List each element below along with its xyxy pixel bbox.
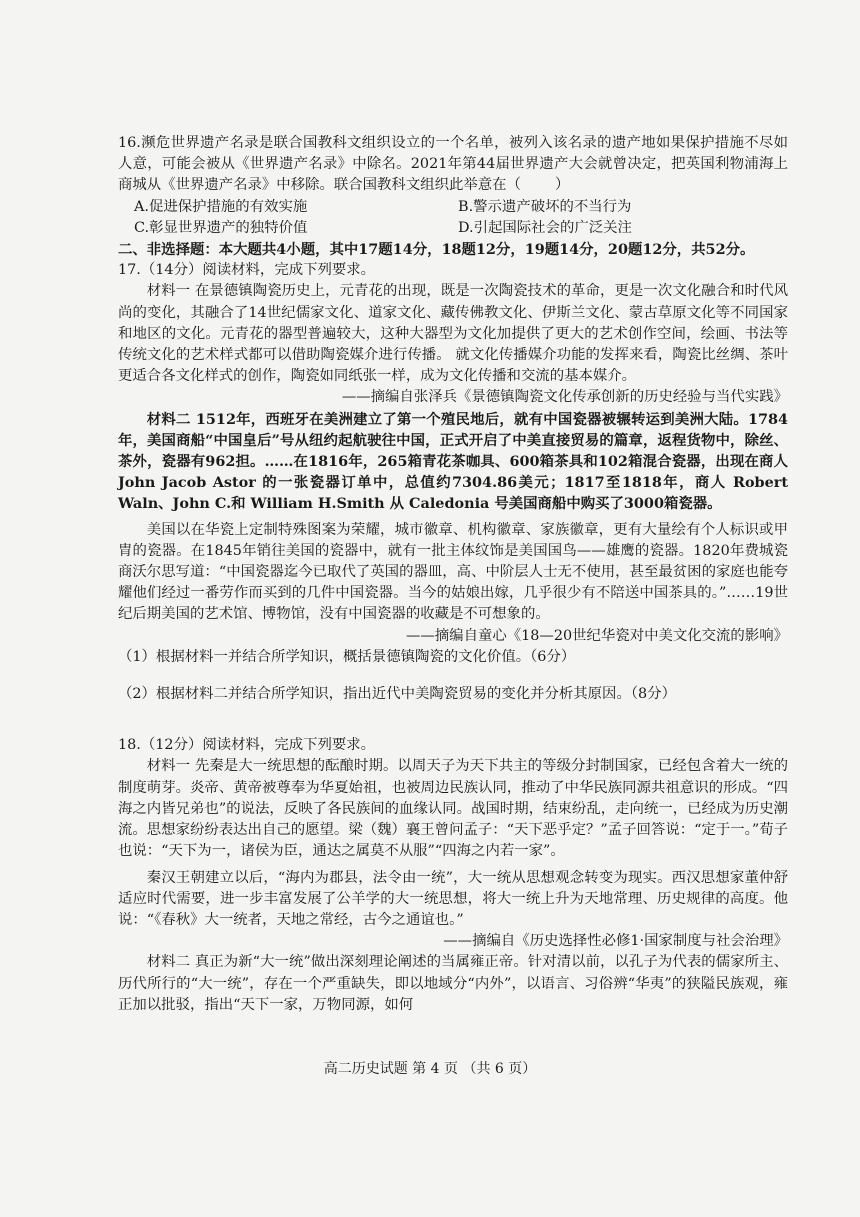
option-c: C.彰显世界遗产的独特价值 bbox=[134, 219, 308, 236]
q18-material-2: 材料二 真正为新“大一统”做出深刻理论阐述的当属雍正帝。针对清以前，以孔子为代表的儒家所主、历代所行的“大一统”，存在一个严重缺失，即以地域分“内外”，以语言、习俗辨“华夷”的狭隘民族观，雍正加以批驳，指出“天下一家，万物同源，如何 bbox=[118, 954, 788, 1013]
q18-material-1b: 秦汉王朝建立以后，“海内为郡县，法令由一统”，大一统从思想观念转变为现实。西汉思想家董仲舒适应时代需要，进一步丰富发展了公羊学的大一统思想，将大一统上升为天地常理、历史规律的高度。他说：“《春秋》大一统者，天地之常经，古今之通谊也。” bbox=[118, 869, 788, 928]
section-2-heading: 二、非选择题：本大题共4小题，其中17题14分，18题12分，19题14分，20题12分，共52分。 bbox=[118, 241, 755, 259]
page-content bbox=[118, 133, 788, 1016]
page-footer: 高二历史试题 第 4 页 （共 6 页） bbox=[323, 1061, 537, 1077]
q17-subquestion-1: （1）根据材料一并结合所学知识，概括景德镇陶瓷的文化价值。（6分） bbox=[118, 648, 576, 665]
q17-material-2a: 材料二 1512年，西班牙在美洲建立了第一个殖民地后，就有中国瓷器被辗转运到美洲大陆。1784年，美国商船“中国皇后”号从纽约起航驶往中国，正式开启了中美直接贸易的篇章，返程货物中，除丝、茶外，瓷器有962担。……在1816年，265箱青花茶咖具、600箱茶具和102箱混合瓷器，出现在商人 John Jacob Astor 的一张瓷器订单中，总值约7304.86美元；1817至1818年，商人 Robert Waln、John C.和 William H.Smith 从 Caledonia 号美国商船中购买了3000箱瓷器。 bbox=[118, 410, 788, 513]
q17-subquestion-2: （2）根据材料二并结合所学知识，指出近代中美陶瓷贸易的变化并分析其原因。（8分） bbox=[118, 686, 676, 703]
q18-source-1: ——摘编自《历史选择性必修1·国家制度与社会治理》 bbox=[443, 933, 788, 950]
q18-material-1a: 材料一 先秦是大一统思想的酝酿时期。以周天子为天下共主的等级分封制国家，已经包含着大一统的制度萌芽。炎帝、黄帝被尊奉为华夏始祖，也被周边民族认同，推动了中华民族同源共祖意识的形成。“四海之内皆兄弟也”的说法，反映了各民族间的血缘认同。战国时期，结束纷乱，走向统一，已经成为历史潮流。思想家纷纷表达出自己的愿望。梁（魏）襄王曾问孟子：“天下恶乎定？”孟子回答说：“定于一。”荀子也说：“天下为一，诸侯为臣，通达之属莫不从服”“四海之内若一家”。 bbox=[118, 758, 788, 860]
question-16-options bbox=[134, 197, 788, 239]
q17-material-2b: 美国以在华瓷上定制特殊图案为荣耀，城市徽章、机构徽章、家族徽章，更有大量绘有个人标识或甲胄的瓷器。在1845年销往美国的瓷器中，就有一批主体纹饰是美国国鸟——雄鹰的瓷器。1820年费城瓷商沃尔思写道：“中国瓷器迄今已取代了英国的器皿，高、中阶层人士无不使用，甚至最贫困的家庭也能夸耀他们经过一番劳作而买到的几件中国瓷器。当今的姑娘出嫁，几乎很少有不陪送中国茶具的。”……19世纪后期美国的艺术馆、博物馆，没有中国瓷器的收藏是不可想象的。 bbox=[118, 521, 788, 623]
option-b: B.警示遗产破坏的不当行为 bbox=[458, 198, 632, 215]
question-17-title: 17.（14分）阅读材料，完成下列要求。 bbox=[118, 262, 376, 279]
option-d: D.引起国际社会的广泛关注 bbox=[458, 219, 632, 236]
question-16-stem: 16.濒危世界遗产名录是联合国教科文组织设立的一个名单，被列入该名录的遗产地如果保护措施不尽如人意，可能会被从《世界遗产名录》中除名。2021年第44届世界遗产大会就曾决定，把英国利物浦海上商城从《世界遗产名录》中移除。联合国教科文组织此举意在（ ） bbox=[118, 135, 788, 194]
q17-material-1: 材料一 在景德镇陶瓷历史上，元青花的出现，既是一次陶瓷技术的革命，更是一次文化融合和时代风尚的变化，其融合了14世纪儒家文化、道家文化、藏传佛教文化、伊斯兰文化、蒙古草原文化等不同国家和地区的文化。元青花的器型普遍较大，这种大器型为文化加提供了更大的艺术创作空间，绘画、书法等传统文化的艺术样式都可以借助陶瓷媒介进行传播。 就文化传播媒介功能的发挥来看，陶瓷比丝绸、茶叶更适合各文化样式的创作，陶瓷如同纸张一样，成为文化传播和交流的基本媒介。 bbox=[118, 283, 788, 385]
q17-source-2: ——摘编自童心《18—20世纪华瓷对中美文化交流的影响》 bbox=[406, 627, 788, 644]
option-a: A.促进保护措施的有效实施 bbox=[134, 198, 308, 215]
q17-source-1: ——摘编自张泽兵《景德镇陶瓷文化传承创新的历史经验与当代实践》 bbox=[341, 389, 788, 406]
question-18-title: 18.（12分）阅读材料，完成下列要求。 bbox=[118, 737, 376, 754]
